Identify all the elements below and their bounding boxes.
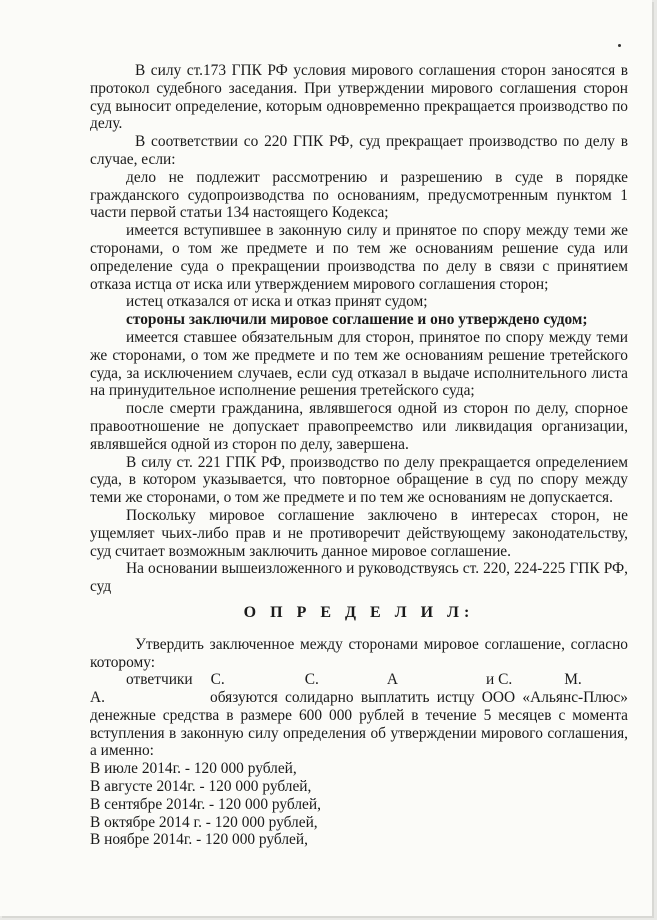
payment-schedule bbox=[90, 760, 628, 849]
defendant-initial: и С. bbox=[486, 671, 513, 689]
schedule-row: В июле 2014г. - 120 000 рублей, bbox=[90, 760, 297, 778]
ruling-heading: О П Р Е Д Е Л И Л: bbox=[243, 603, 475, 621]
schedule-row: В сентябре 2014г. - 120 000 рублей, bbox=[90, 795, 321, 813]
defendants-lead: ответчики bbox=[126, 671, 193, 689]
schedule-row: В октябре 2014 г. - 120 000 рублей, bbox=[90, 813, 318, 831]
paragraph-case-2: имеется вступившее в законную силу и принятое по спору между теми же сторонами, о том же предмете и по тем же основаниям решение суда или определение суда о прекращении производства по делу в связи с принятием отказа истца от иска или утверждением мирового соглашения сторон; bbox=[90, 222, 628, 293]
defendant-initial: А. bbox=[90, 689, 105, 707]
paragraph-case-1: дело не подлежит рассмотрению и разрешению в суде в порядке гражданского судопроизводства по основаниям, предусмотренным пунктом 1 части первой статьи 134 настоящего Кодекса; bbox=[90, 168, 628, 222]
paragraph-case-6: после смерти гражданина, являвшегося одной из сторон по делу, спорное правоотношение не допускает правопреемство или ликвидация организации, являвшейся одной из сторон по делу, завершена. bbox=[90, 400, 628, 453]
document-body bbox=[90, 62, 628, 849]
defendants-obligation: обязуются солидарно выплатить истцу ООО «Альянс-Плюс» денежные средства в размере 600 000 рублей в течение 5 месяцев с момента вступления в законную силу определения об утверждении мирового соглашения, а именно: bbox=[90, 689, 628, 760]
defendant-initial: М. bbox=[564, 671, 582, 689]
paragraph-case-4-bold: стороны заключили мировое соглашение и оно утверждено судом; bbox=[126, 311, 588, 329]
paragraph-protocol: В силу ст.173 ГПК РФ условия мирового соглашения сторон заносятся в протокол судебного заседания. При утверждении мирового соглашения сторон суд выносит определение, которым одновременно прекращается производство по делу. bbox=[90, 62, 628, 133]
paragraph-reasoning: Поскольку мировое соглашение заключено в интересах сторон, не ущемляет чьих-либо прав и не противоречит действующему законодательству, суд считает возможным заключить данное мировое соглашение. bbox=[90, 506, 628, 560]
paragraph-basis: На основании вышеизложенного и руководствуясь ст. 220, 224-225 ГПК РФ, суд bbox=[90, 560, 628, 596]
defendant-initial: С. bbox=[210, 671, 225, 689]
schedule-row: В августе 2014г. - 120 000 рублей, bbox=[90, 778, 312, 796]
schedule-row: В ноябре 2014г. - 120 000 рублей, bbox=[90, 831, 308, 849]
defendant-initial: А bbox=[386, 671, 399, 689]
paragraph-case-3: истец отказался от иска и отказ принят судом; bbox=[126, 293, 428, 311]
paragraph-case-5: имеется ставшее обязательным для сторон, принятое по спору между теми же сторонами, о том же предмете и по тем же основаниям решение третейского суда, за исключением случаев, если суд отказал в выдаче исполнительного листа на принудительное исполнение решения третейского суда; bbox=[90, 328, 628, 400]
paragraph-article-221: В силу ст. 221 ГПК РФ, производство по делу прекращается определением суда, в котором указывается, что повторное обращение в суд по спору между теми же сторонами, о том же предмете и по тем же основаниям не допускается. bbox=[90, 453, 628, 507]
paragraph-termination-cases: В соответствии со 220 ГПК РФ, суд прекращает производство по делу в случае, если: bbox=[90, 133, 628, 168]
scan-speck bbox=[618, 44, 621, 47]
paragraph-approve: Утвердить заключенное между сторонами мировое соглашение, согласно которому: bbox=[90, 635, 628, 671]
paragraph-defendants bbox=[90, 671, 628, 760]
defendant-initial: С. bbox=[304, 671, 319, 689]
